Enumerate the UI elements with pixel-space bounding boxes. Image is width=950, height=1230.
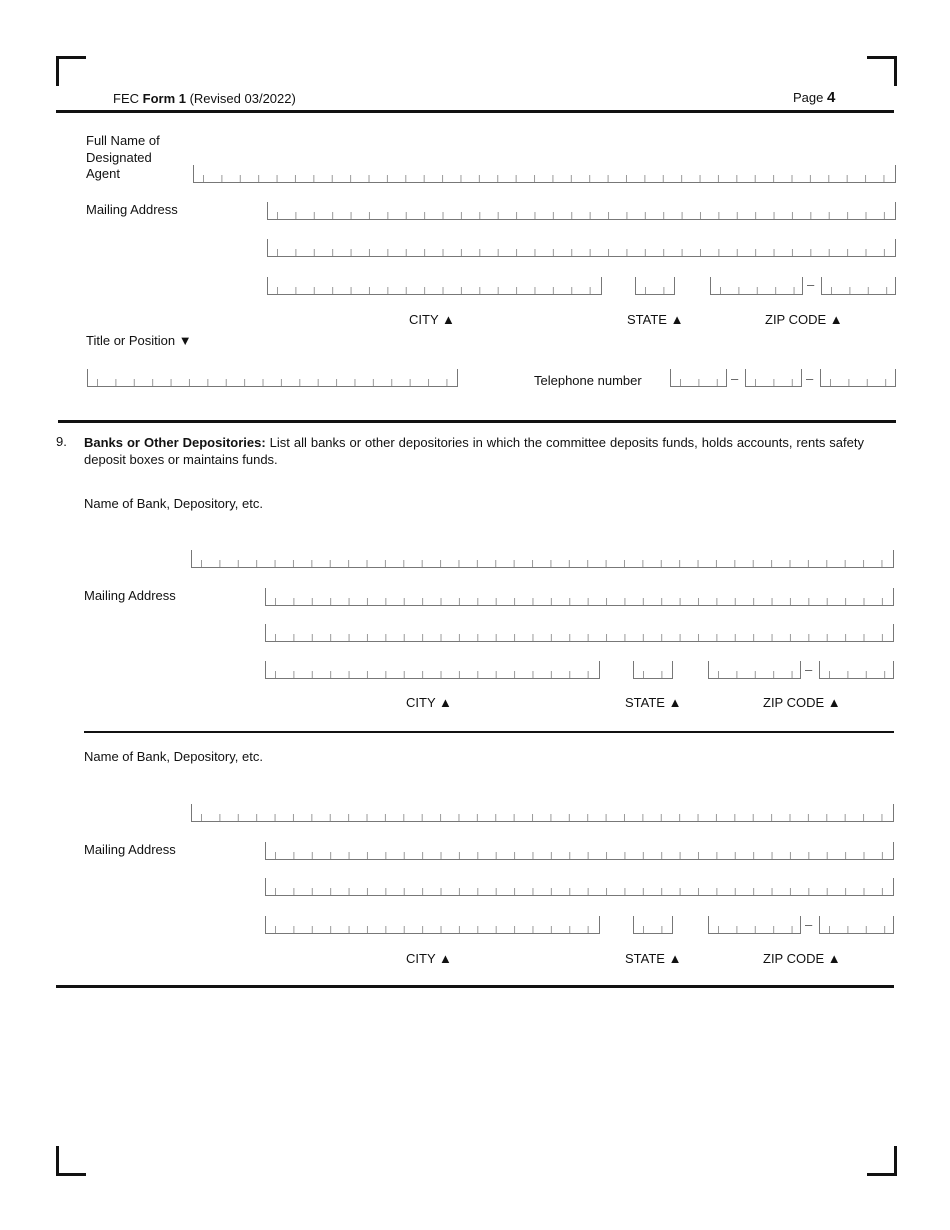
zip-dash: –	[805, 662, 813, 677]
phone-dash-2: –	[806, 371, 814, 386]
bank-1-mailing-address-label: Mailing Address	[84, 588, 176, 603]
state-caption: STATE ▲	[625, 695, 682, 710]
agent-state-field[interactable]	[635, 277, 675, 295]
zip-caption: ZIP CODE ▲	[763, 951, 841, 966]
agent-address-line-1-field[interactable]	[267, 202, 896, 220]
agent-full-name-field[interactable]	[193, 165, 896, 183]
bank-1-name-label: Name of Bank, Depository, etc.	[84, 496, 263, 511]
bank-2-address-line-2-field[interactable]	[265, 878, 894, 896]
bank-1-name-field[interactable]	[191, 550, 894, 568]
crop-mark-bottom-right	[867, 1146, 897, 1176]
phone-dash-1: –	[731, 371, 739, 386]
state-caption: STATE ▲	[625, 951, 682, 966]
city-caption: CITY ▲	[409, 312, 455, 327]
bank-2-mailing-address-label: Mailing Address	[84, 842, 176, 857]
city-caption: CITY ▲	[406, 951, 452, 966]
city-caption: CITY ▲	[406, 695, 452, 710]
bank-1-zip4-field[interactable]	[819, 661, 894, 679]
footer-rule	[56, 985, 894, 988]
bank-1-address-line-2-field[interactable]	[265, 624, 894, 642]
zip-dash: –	[807, 277, 815, 292]
down-arrow-icon: ▼	[178, 333, 192, 348]
form-title	[113, 91, 296, 107]
zip-dash: –	[805, 917, 813, 932]
bank-2-zip-field[interactable]	[708, 916, 801, 934]
phone-area-code-field[interactable]	[670, 369, 727, 387]
bank-1-zip-field[interactable]	[708, 661, 801, 679]
bank-1-address-line-1-field[interactable]	[265, 588, 894, 606]
phone-line-field[interactable]	[820, 369, 896, 387]
crop-mark-top-left	[56, 56, 86, 86]
page-number: 4	[827, 89, 836, 106]
full-name-label: Full Name of Designated Agent	[86, 133, 160, 181]
telephone-label: Telephone number	[534, 373, 642, 388]
bank-2-city-field[interactable]	[265, 916, 600, 934]
zip-caption: ZIP CODE ▲	[763, 695, 841, 710]
agent-zip4-field[interactable]	[821, 277, 896, 295]
agent-city-field[interactable]	[267, 277, 602, 295]
bank-1-city-field[interactable]	[265, 661, 600, 679]
crop-mark-bottom-left	[56, 1146, 86, 1176]
page-indicator	[793, 90, 835, 106]
agent-zip-field[interactable]	[710, 277, 803, 295]
bank-divider	[84, 731, 894, 733]
section-rule	[58, 420, 896, 423]
bank-2-zip4-field[interactable]	[819, 916, 894, 934]
section-9-description	[84, 434, 864, 468]
form-name: Form 1	[142, 91, 186, 106]
bank-2-name-label: Name of Bank, Depository, etc.	[84, 749, 263, 764]
crop-mark-top-right	[867, 56, 897, 86]
agent-address-line-2-field[interactable]	[267, 239, 896, 257]
bank-2-state-field[interactable]	[633, 916, 673, 934]
title-position-label: Title or Position ▼	[86, 333, 192, 348]
form-prefix: FEC	[113, 91, 139, 106]
section-number: 9.	[56, 434, 67, 449]
section-9-heading: Banks or Other Depositories:	[84, 435, 266, 450]
zip-caption: ZIP CODE ▲	[765, 312, 843, 327]
section-9-text: List all banks or other depositories in which the committee deposits funds, holds accounts, rents safety deposit boxes or maintains funds.	[84, 435, 864, 467]
agent-title-field[interactable]	[87, 369, 458, 387]
bank-2-name-field[interactable]	[191, 804, 894, 822]
bank-2-address-line-1-field[interactable]	[265, 842, 894, 860]
page-label: Page	[793, 90, 824, 105]
state-caption: STATE ▲	[627, 312, 684, 327]
agent-mailing-address-label: Mailing Address	[86, 202, 178, 217]
bank-1-state-field[interactable]	[633, 661, 673, 679]
phone-prefix-field[interactable]	[745, 369, 802, 387]
header-rule	[56, 110, 894, 113]
form-revision: (Revised 03/2022)	[189, 91, 296, 106]
